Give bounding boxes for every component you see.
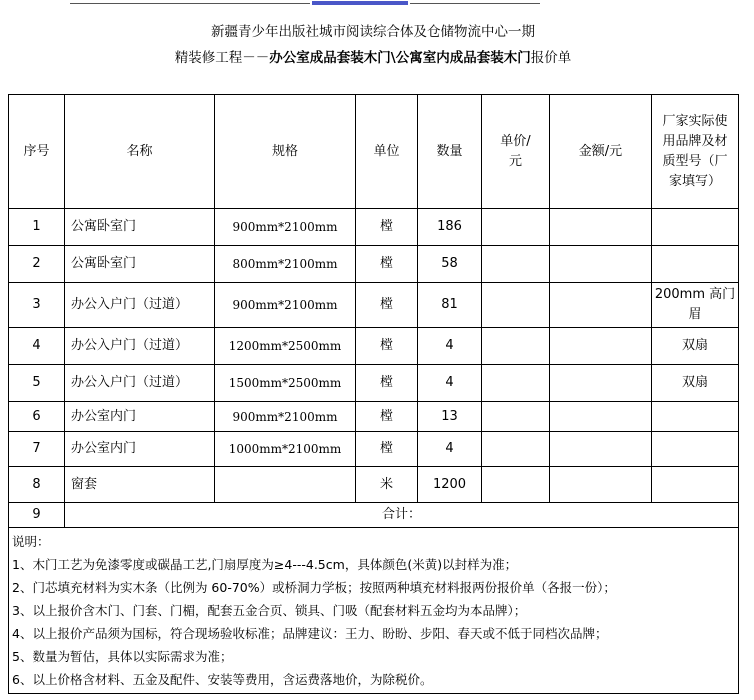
- header-row: [9, 95, 739, 209]
- cell-amount: [550, 283, 652, 328]
- title-prefix: 精装修工程－－: [174, 50, 270, 66]
- cell-unit: 樘: [356, 283, 418, 328]
- cell-unit: 樘: [356, 432, 418, 467]
- cell-name: 办公入户门（过道）: [65, 365, 215, 402]
- cell-brand: 双扇: [652, 328, 739, 365]
- cropped-top-text: [0, 0, 754, 6]
- header-cell-name: 名称: [65, 95, 215, 209]
- cell-spec: [215, 467, 356, 503]
- total-row: [9, 503, 739, 528]
- cell-no: 4: [9, 328, 65, 365]
- cell-name: 办公室内门: [65, 402, 215, 432]
- cell-no: 9: [9, 503, 65, 528]
- cell-qty: 81: [418, 283, 482, 328]
- cell-amount: [550, 402, 652, 432]
- cell-no: 3: [9, 283, 65, 328]
- cell-qty: 186: [418, 209, 482, 246]
- title-suffix: 报价单: [530, 50, 572, 66]
- cell-amount: [550, 209, 652, 246]
- cell-name: 公寓卧室门: [65, 246, 215, 283]
- table-row: [9, 467, 739, 503]
- header-cell-unit: 单位: [356, 95, 418, 209]
- total-label: 合计：: [65, 503, 739, 528]
- cell-qty: 58: [418, 246, 482, 283]
- cell-amount: [550, 328, 652, 365]
- note-item: 4、以上报价产品须为国标，符合现场验收标准；品牌建议：王力、盼盼、步阳、春天或不低于同档次品牌；: [12, 626, 608, 641]
- cell-spec: 900mm*2100mm: [215, 283, 356, 328]
- header-cell-brand: 厂家实际使用品牌及材质型号（厂家填写）: [652, 95, 739, 209]
- cell-unit-price: [482, 432, 550, 467]
- cell-unit: 米: [356, 467, 418, 503]
- cell-brand: [652, 402, 739, 432]
- table-row: [9, 283, 739, 328]
- cell-unit-price: [482, 283, 550, 328]
- cell-qty: 4: [418, 432, 482, 467]
- header-cell-qty: 数量: [418, 95, 482, 209]
- cell-unit: 樘: [356, 209, 418, 246]
- cell-spec: 1000mm*2100mm: [215, 432, 356, 467]
- document-title-line1: 新疆青少年出版社城市阅读综合体及仓储物流中心一期: [211, 24, 535, 40]
- cell-spec: 1500mm*2500mm: [215, 365, 356, 402]
- quotation-table: [8, 94, 739, 694]
- document-title-line2: [8, 48, 738, 68]
- cell-amount: [550, 365, 652, 402]
- cell-unit-price: [482, 365, 550, 402]
- table-row: [9, 209, 739, 246]
- note-item: 6、以上价格含材料、五金及配件、安装等费用，含运费落地价，为除税价。: [12, 672, 433, 687]
- cell-unit-price: [482, 209, 550, 246]
- notes-title: 说明：: [12, 534, 50, 549]
- header-cell-no: 序号: [9, 95, 65, 209]
- cell-no: 1: [9, 209, 65, 246]
- cell-brand: [652, 432, 739, 467]
- note-item: 3、以上报价含木门、门套、门楣，配套五金合页、锁具、门吸（配套材料五金均为本品牌）；: [12, 603, 527, 618]
- table-row: [9, 246, 739, 283]
- cell-no: 6: [9, 402, 65, 432]
- cell-brand: [652, 209, 739, 246]
- cell-spec: 900mm*2100mm: [215, 209, 356, 246]
- table-row: [9, 402, 739, 432]
- cell-name: 公寓卧室门: [65, 209, 215, 246]
- cell-amount: [550, 432, 652, 467]
- note-item: 5、数量为暂估，具体以实际需求为准；: [12, 649, 233, 664]
- cell-qty: 13: [418, 402, 482, 432]
- cell-qty: 4: [418, 328, 482, 365]
- notes-cell: [9, 528, 739, 694]
- cell-amount: [550, 467, 652, 503]
- cell-name: 窗套: [65, 467, 215, 503]
- cell-spec: 800mm*2100mm: [215, 246, 356, 283]
- cell-brand: [652, 467, 739, 503]
- note-item: 2、门芯填充材料为实木条（比例为 60-70%）或桥洞力学板；按照两种填充材料报两份报价单（各报一份）；: [12, 580, 616, 595]
- table-row: [9, 328, 739, 365]
- cell-brand: 200mm 高门眉: [652, 283, 739, 328]
- cell-no: 8: [9, 467, 65, 503]
- cell-unit: 樘: [356, 246, 418, 283]
- cell-unit-price: [482, 328, 550, 365]
- table-row: [9, 432, 739, 467]
- cell-spec: 900mm*2100mm: [215, 402, 356, 432]
- header-cell-amount: 金额/元: [550, 95, 652, 209]
- cell-no: 5: [9, 365, 65, 402]
- cell-brand: 双扇: [652, 365, 739, 402]
- table-row: [9, 365, 739, 402]
- cell-unit: 樘: [356, 328, 418, 365]
- cell-unit-price: [482, 246, 550, 283]
- cell-no: 7: [9, 432, 65, 467]
- cell-unit-price: [482, 467, 550, 503]
- header-cell-spec: 规格: [215, 95, 356, 209]
- cell-qty: 1200: [418, 467, 482, 503]
- cell-name: 办公室内门: [65, 432, 215, 467]
- header-cell-unit-price: 单价/元: [482, 95, 550, 209]
- cell-name: 办公入户门（过道）: [65, 283, 215, 328]
- cell-amount: [550, 246, 652, 283]
- cell-no: 2: [9, 246, 65, 283]
- cell-brand: [652, 246, 739, 283]
- notes-row: [9, 528, 739, 694]
- note-item: 1、木门工艺为免漆零度或碳晶工艺,门扇厚度为≥4---4.5cm，具体颜色(米黄)以封样为准；: [12, 557, 518, 572]
- cell-qty: 4: [418, 365, 482, 402]
- cell-unit-price: [482, 402, 550, 432]
- cell-unit: 樘: [356, 365, 418, 402]
- title-bold: 办公室成品套装木门\公寓室内成品套装木门: [269, 50, 531, 66]
- cell-name: 办公入户门（过道）: [65, 328, 215, 365]
- cell-spec: 1200mm*2500mm: [215, 328, 356, 365]
- cell-unit: 樘: [356, 402, 418, 432]
